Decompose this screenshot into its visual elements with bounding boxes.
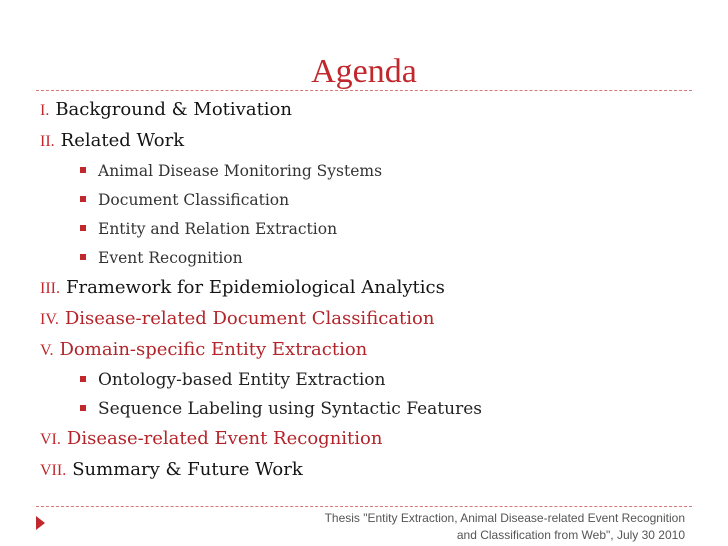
subitem-label: Entity and Relation Extraction [98, 220, 338, 238]
item-label: Disease-related Event Recognition [66, 428, 383, 449]
square-bullet-icon [80, 405, 86, 411]
item-numeral: II. [40, 133, 55, 150]
item-numeral: I. [40, 102, 50, 119]
square-bullet-icon [80, 254, 86, 260]
item-numeral: IV. [40, 311, 59, 328]
item-numeral: V. [40, 342, 54, 359]
square-bullet-icon [80, 167, 86, 173]
subitem [40, 243, 690, 272]
subitem [40, 214, 690, 243]
agenda-item-6 [40, 423, 690, 454]
item-numeral: III. [40, 280, 60, 297]
item-numeral: VII. [40, 462, 67, 479]
subitem [40, 156, 690, 185]
agenda-item-4 [40, 303, 690, 334]
square-bullet-icon [80, 225, 86, 231]
agenda-item-5 [40, 334, 690, 365]
square-bullet-icon [80, 376, 86, 382]
subitem-label: Document Classification [98, 191, 290, 209]
item-label: Background & Motivation [55, 99, 292, 120]
footer-line-1: Thesis "Entity Extraction, Animal Disease-related Event Recognition [324, 511, 685, 525]
top-divider [36, 90, 692, 91]
agenda-item-2 [40, 125, 690, 156]
subitem-label: Sequence Labeling using Syntactic Features [98, 399, 482, 419]
slide-title: Agenda [311, 53, 417, 90]
subitem-label: Animal Disease Monitoring Systems [98, 162, 383, 180]
bottom-divider [36, 506, 692, 507]
subitem [40, 185, 690, 214]
item-label: Domain-specific Entity Extraction [59, 339, 368, 360]
subitem [40, 365, 690, 394]
item-numeral: VI. [40, 431, 61, 448]
slide-footer [240, 510, 685, 544]
agenda-item-7 [40, 454, 690, 485]
agenda-item-1 [40, 94, 690, 125]
agenda-list [40, 94, 690, 485]
triangle-arrow-icon [36, 516, 45, 530]
subitem-label: Ontology-based Entity Extraction [98, 370, 386, 390]
footer-line-2: and Classification from Web", July 30 2010 [456, 528, 685, 542]
subitem [40, 394, 690, 423]
item-label: Disease-related Document Classification [64, 308, 435, 329]
agenda-item-3 [40, 272, 690, 303]
square-bullet-icon [80, 196, 86, 202]
item-label: Summary & Future Work [72, 459, 303, 480]
item-label: Related Work [60, 130, 185, 151]
item-label: Framework for Epidemiological Analytics [65, 277, 445, 298]
subitem-label: Event Recognition [98, 249, 243, 267]
